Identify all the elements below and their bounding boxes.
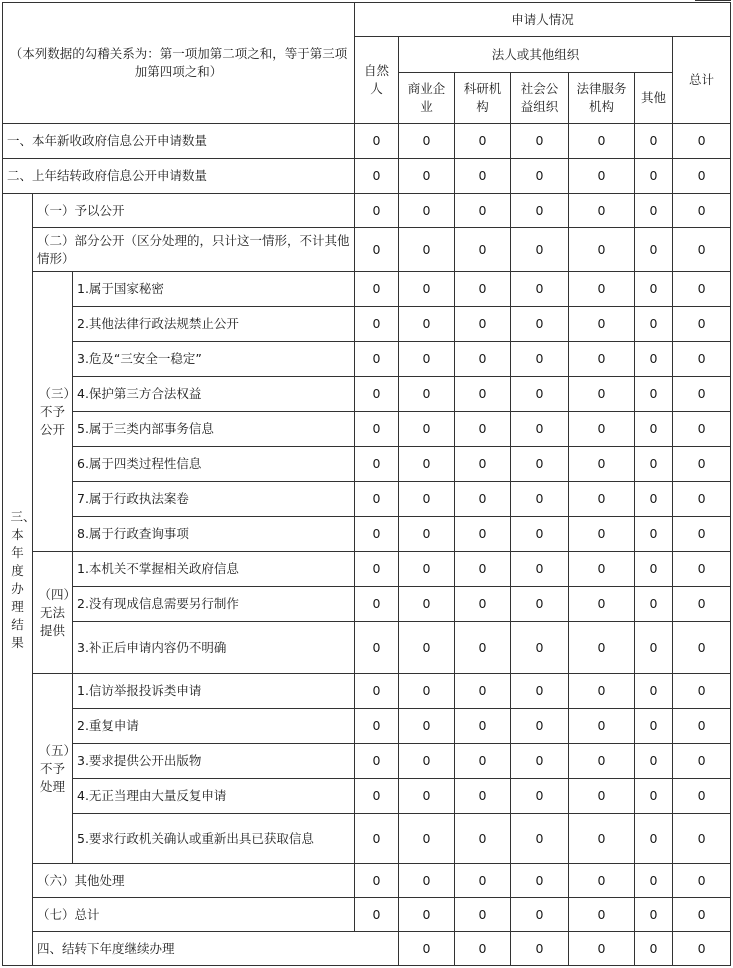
cell-value: 0 <box>355 194 399 228</box>
header-total: 总计 <box>673 37 731 124</box>
cell-value: 0 <box>511 744 569 779</box>
cell-value: 0 <box>673 228 731 272</box>
table-row <box>3 194 731 228</box>
cell-value: 0 <box>355 814 399 864</box>
cell-value: 0 <box>355 412 399 447</box>
table-row <box>3 864 731 898</box>
cell-value: 0 <box>673 779 731 814</box>
row-label: 2.没有现成信息需要另行制作 <box>73 587 355 622</box>
table-row <box>3 744 731 779</box>
cell-value: 0 <box>635 709 673 744</box>
cell-value: 0 <box>511 482 569 517</box>
header-applicant: 申请人情况 <box>355 3 731 37</box>
cell-value: 0 <box>635 194 673 228</box>
cell-value: 0 <box>455 744 511 779</box>
row-label: 一、本年新收政府信息公开申请数量 <box>3 124 355 159</box>
cell-value: 0 <box>511 779 569 814</box>
cell-value: 0 <box>569 482 635 517</box>
cell-value: 0 <box>511 898 569 932</box>
header-commercial: 商业企业 <box>399 73 455 124</box>
cell-value: 0 <box>673 447 731 482</box>
cell-value: 0 <box>511 864 569 898</box>
cell-value: 0 <box>673 377 731 412</box>
cell-value: 0 <box>455 709 511 744</box>
header-research: 科研机构 <box>455 73 511 124</box>
row-label: （一）予以公开 <box>33 194 355 228</box>
cell-value: 0 <box>569 412 635 447</box>
cell-value: 0 <box>355 674 399 709</box>
cell-value: 0 <box>399 272 455 307</box>
cell-value: 0 <box>355 709 399 744</box>
cell-value: 0 <box>355 228 399 272</box>
cell-value: 0 <box>635 864 673 898</box>
cell-value: 0 <box>569 709 635 744</box>
cell-value: 0 <box>399 447 455 482</box>
cell-value: 0 <box>511 814 569 864</box>
row-label: 四、结转下年度继续办理 <box>33 932 399 966</box>
table-row <box>3 342 731 377</box>
cell-value: 0 <box>673 124 731 159</box>
cell-value: 0 <box>635 674 673 709</box>
row-label: 1.属于国家秘密 <box>73 272 355 307</box>
statistics-table <box>2 2 731 966</box>
table-row <box>3 482 731 517</box>
cell-value: 0 <box>635 307 673 342</box>
cell-value: 0 <box>673 272 731 307</box>
table-row <box>3 447 731 482</box>
cell-value: 0 <box>455 932 511 966</box>
cell-value: 0 <box>635 779 673 814</box>
cell-value: 0 <box>511 159 569 194</box>
cell-value: 0 <box>511 377 569 412</box>
cell-value: 0 <box>355 342 399 377</box>
cell-value: 0 <box>455 342 511 377</box>
row-label: 2.其他法律行政法规禁止公开 <box>73 307 355 342</box>
cell-value: 0 <box>569 779 635 814</box>
cell-value: 0 <box>399 517 455 552</box>
cell-value: 0 <box>399 194 455 228</box>
cell-value: 0 <box>673 744 731 779</box>
header-other: 其他 <box>635 73 673 124</box>
cell-value: 0 <box>673 674 731 709</box>
cell-value: 0 <box>355 744 399 779</box>
cell-value: 0 <box>455 622 511 674</box>
cell-value: 0 <box>355 159 399 194</box>
cell-value: 0 <box>569 864 635 898</box>
row-label: 6.属于四类过程性信息 <box>73 447 355 482</box>
table-row <box>3 932 731 966</box>
cell-value: 0 <box>569 898 635 932</box>
table-row <box>3 307 731 342</box>
cell-value: 0 <box>399 228 455 272</box>
cell-value: 0 <box>511 194 569 228</box>
cell-value: 0 <box>399 779 455 814</box>
cell-value: 0 <box>399 124 455 159</box>
table-row <box>3 377 731 412</box>
cell-value: 0 <box>569 377 635 412</box>
cell-value: 0 <box>635 272 673 307</box>
cell-value: 0 <box>355 377 399 412</box>
cell-value: 0 <box>511 342 569 377</box>
row-label: 7.属于行政执法案卷 <box>73 482 355 517</box>
cell-value: 0 <box>455 864 511 898</box>
cell-value: 0 <box>673 517 731 552</box>
cell-value: 0 <box>455 272 511 307</box>
cell-value: 0 <box>511 552 569 587</box>
cell-value: 0 <box>455 674 511 709</box>
row-label: 5.属于三类内部事务信息 <box>73 412 355 447</box>
cell-value: 0 <box>355 864 399 898</box>
row-label: 8.属于行政查询事项 <box>73 517 355 552</box>
cell-value: 0 <box>635 228 673 272</box>
cell-value: 0 <box>511 932 569 966</box>
table-row <box>3 898 731 932</box>
cell-value: 0 <box>569 552 635 587</box>
cell-value: 0 <box>673 482 731 517</box>
cell-value: 0 <box>399 412 455 447</box>
cell-value: 0 <box>569 159 635 194</box>
cell-value: 0 <box>635 482 673 517</box>
cell-value: 0 <box>511 412 569 447</box>
table-row <box>3 517 731 552</box>
cell-value: 0 <box>569 194 635 228</box>
cell-value: 0 <box>455 552 511 587</box>
header-legal-org: 法人或其他组织 <box>399 37 673 73</box>
cell-value: 0 <box>511 447 569 482</box>
row-label: （七）总计 <box>33 898 355 932</box>
cell-value: 0 <box>569 744 635 779</box>
row-label: 4.保护第三方合法权益 <box>73 377 355 412</box>
cell-value: 0 <box>635 814 673 864</box>
table-row <box>3 159 731 194</box>
table-row <box>3 552 731 587</box>
cell-value: 0 <box>455 482 511 517</box>
table-row <box>3 124 731 159</box>
cell-value: 0 <box>569 932 635 966</box>
cell-value: 0 <box>635 587 673 622</box>
cell-value: 0 <box>635 932 673 966</box>
table-row <box>3 272 731 307</box>
cell-value: 0 <box>635 159 673 194</box>
cell-value: 0 <box>399 307 455 342</box>
table-row <box>3 228 731 272</box>
cell-value: 0 <box>399 159 455 194</box>
cell-value: 0 <box>635 622 673 674</box>
cell-value: 0 <box>511 622 569 674</box>
cell-value: 0 <box>635 552 673 587</box>
cell-value: 0 <box>455 898 511 932</box>
cell-value: 0 <box>355 272 399 307</box>
cell-value: 0 <box>399 622 455 674</box>
cell-value: 0 <box>511 709 569 744</box>
cell-value: 0 <box>673 709 731 744</box>
cell-value: 0 <box>569 814 635 864</box>
table-row <box>3 412 731 447</box>
cell-value: 0 <box>511 587 569 622</box>
cell-value: 0 <box>455 412 511 447</box>
cell-value: 0 <box>399 552 455 587</box>
row-label: 1.本机关不掌握相关政府信息 <box>73 552 355 587</box>
cell-value: 0 <box>511 307 569 342</box>
table-row <box>3 674 731 709</box>
row-label: 5.要求行政机关确认或重新出具已获取信息 <box>73 814 355 864</box>
cell-value: 0 <box>455 194 511 228</box>
cell-value: 0 <box>355 124 399 159</box>
cell-value: 0 <box>673 307 731 342</box>
cell-value: 0 <box>569 587 635 622</box>
cell-value: 0 <box>455 307 511 342</box>
cell-value: 0 <box>455 159 511 194</box>
cell-value: 0 <box>635 412 673 447</box>
cell-value: 0 <box>355 447 399 482</box>
cell-value: 0 <box>455 587 511 622</box>
cell-value: 0 <box>511 272 569 307</box>
cell-value: 0 <box>511 674 569 709</box>
row-label: （六）其他处理 <box>33 864 355 898</box>
cell-value: 0 <box>511 228 569 272</box>
cell-value: 0 <box>635 898 673 932</box>
row-label: 4.无正当理由大量反复申请 <box>73 779 355 814</box>
cell-value: 0 <box>399 744 455 779</box>
cell-value: 0 <box>569 622 635 674</box>
cell-value: 0 <box>569 517 635 552</box>
cell-value: 0 <box>635 447 673 482</box>
cell-value: 0 <box>355 552 399 587</box>
cell-value: 0 <box>569 674 635 709</box>
cell-value: 0 <box>455 377 511 412</box>
cell-value: 0 <box>455 517 511 552</box>
cell-value: 0 <box>635 124 673 159</box>
cell-value: 0 <box>355 307 399 342</box>
cell-value: 0 <box>399 674 455 709</box>
cell-value: 0 <box>635 517 673 552</box>
row-label: 3.补正后申请内容仍不明确 <box>73 622 355 674</box>
row-label: 2.重复申请 <box>73 709 355 744</box>
cell-value: 0 <box>399 709 455 744</box>
row-label: 1.信访举报投诉类申请 <box>73 674 355 709</box>
cell-value: 0 <box>355 779 399 814</box>
row-label: 二、上年结转政府信息公开申请数量 <box>3 159 355 194</box>
cell-value: 0 <box>635 342 673 377</box>
cell-value: 0 <box>399 482 455 517</box>
table-row <box>3 587 731 622</box>
cell-value: 0 <box>399 377 455 412</box>
cell-value: 0 <box>355 587 399 622</box>
cell-value: 0 <box>635 377 673 412</box>
row-label: 3.危及“三安全一稳定” <box>73 342 355 377</box>
cell-value: 0 <box>673 587 731 622</box>
cell-value: 0 <box>355 517 399 552</box>
cell-value: 0 <box>673 622 731 674</box>
cell-value: 0 <box>455 447 511 482</box>
section3-label: 三、本年度办理结果 <box>3 194 33 966</box>
cell-value: 0 <box>399 898 455 932</box>
cell-value: 0 <box>455 228 511 272</box>
table-row <box>3 779 731 814</box>
table-row <box>3 814 731 864</box>
cell-value: 0 <box>673 864 731 898</box>
cell-value: 0 <box>455 779 511 814</box>
cell-value: 0 <box>569 124 635 159</box>
header-legal-service: 法律服务机构 <box>569 73 635 124</box>
cell-value: 0 <box>355 482 399 517</box>
cell-value: 0 <box>511 124 569 159</box>
cell-value: 0 <box>399 864 455 898</box>
cell-value: 0 <box>569 342 635 377</box>
cell-value: 0 <box>635 744 673 779</box>
cell-value: 0 <box>673 898 731 932</box>
cell-value: 0 <box>673 814 731 864</box>
cell-value: 0 <box>399 342 455 377</box>
cell-value: 0 <box>355 622 399 674</box>
cell-value: 0 <box>455 124 511 159</box>
cell-value: 0 <box>511 517 569 552</box>
group-not-open-label: （三）不予公开 <box>33 272 73 552</box>
header-social: 社会公益组织 <box>511 73 569 124</box>
cell-value: 0 <box>355 898 399 932</box>
cell-value: 0 <box>673 552 731 587</box>
group-unable-label: （四）无法提供 <box>33 552 73 674</box>
header-note: （本列数据的勾稽关系为：第一项加第二项之和，等于第三项加第四项之和） <box>3 3 355 124</box>
cell-value: 0 <box>569 307 635 342</box>
group-no-process-label: （五）不予处理 <box>33 674 73 864</box>
cell-value: 0 <box>399 932 455 966</box>
cell-value: 0 <box>399 587 455 622</box>
cell-value: 0 <box>673 194 731 228</box>
cell-value: 0 <box>673 412 731 447</box>
cell-value: 0 <box>673 342 731 377</box>
cell-value: 0 <box>569 272 635 307</box>
row-label: 3.要求提供公开出版物 <box>73 744 355 779</box>
table-row <box>3 622 731 674</box>
cell-value: 0 <box>569 228 635 272</box>
table-row <box>3 709 731 744</box>
cell-value: 0 <box>569 447 635 482</box>
cell-value: 0 <box>673 159 731 194</box>
cell-value: 0 <box>399 814 455 864</box>
header-natural-person: 自然人 <box>355 37 399 124</box>
cell-value: 0 <box>673 932 731 966</box>
row-label: （二）部分公开（区分处理的，只计这一情形，不计其他情形） <box>33 228 355 272</box>
cell-value: 0 <box>455 814 511 864</box>
